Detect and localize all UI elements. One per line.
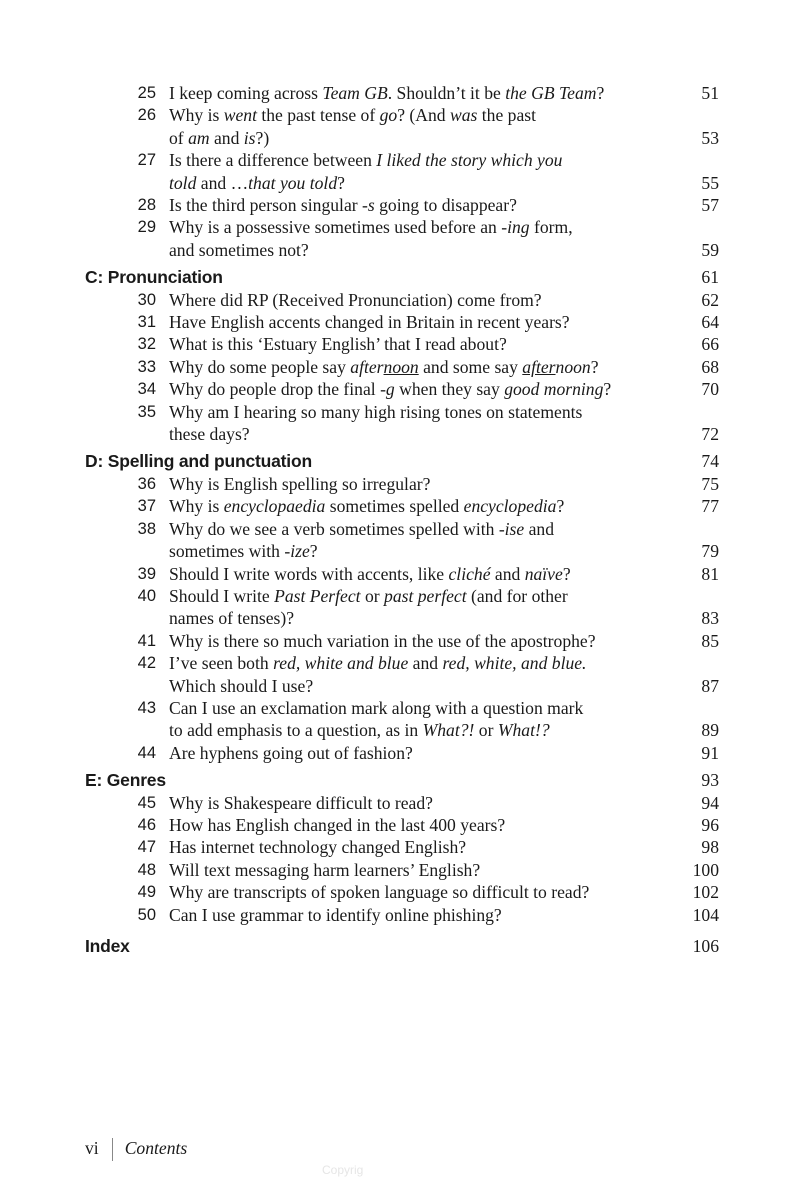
entry-page-number: 91 — [701, 742, 719, 763]
section-title: C: Pronunciation — [85, 267, 223, 288]
entry-title-segment: Are hyphens going out of fashion? — [169, 742, 413, 763]
entry-number: 36 — [137, 474, 156, 493]
folio-number: vi — [85, 1138, 99, 1158]
section-heading-index[interactable] — [85, 935, 719, 957]
entry-group-b-continued — [85, 82, 719, 261]
entry-title-segment: ? — [556, 496, 565, 517]
entry-title — [169, 495, 673, 517]
toc-entry[interactable] — [85, 495, 719, 517]
toc-entry[interactable] — [85, 401, 719, 446]
entry-title-segment: is — [243, 127, 256, 148]
entry-page-number: 64 — [701, 312, 719, 333]
entry-page-number: 75 — [701, 473, 719, 494]
entry-title — [169, 585, 673, 630]
entry-title-segment: to add emphasis to a question, as in — [169, 720, 423, 741]
entry-number: 33 — [137, 357, 156, 376]
entry-group-spelling — [85, 473, 719, 764]
toc-entry[interactable] — [85, 311, 719, 333]
entry-title-segment: encyclopaedia — [223, 496, 326, 517]
entry-title — [169, 356, 673, 378]
entry-title-segment: ? — [596, 83, 605, 103]
toc-entry[interactable] — [85, 356, 719, 378]
entry-title — [169, 652, 673, 697]
entry-title-segment: Why do some people say — [169, 356, 351, 377]
entry-title-segment: good morning — [504, 379, 604, 400]
entry-title-segment: I’ve seen both — [169, 653, 274, 674]
entry-title-segment: naïve — [524, 563, 563, 584]
entry-page-number: 98 — [701, 837, 719, 858]
entry-title-segment: or — [360, 585, 385, 606]
toc-entry[interactable] — [85, 194, 719, 216]
toc-entry[interactable] — [85, 289, 719, 311]
entry-page-number: 57 — [701, 195, 719, 216]
toc-entry[interactable] — [85, 836, 719, 858]
entry-title — [169, 289, 673, 311]
entry-title-segment: when they say — [394, 379, 505, 400]
entry-title-segment: What!? — [497, 720, 550, 741]
entry-title-segment: and — [209, 127, 244, 148]
entry-title-segment: form, — [529, 217, 573, 238]
entry-title-segment: go — [379, 105, 398, 126]
toc-entry[interactable] — [85, 792, 719, 814]
entry-title-segment: cliché — [448, 563, 491, 584]
entry-title — [169, 630, 673, 652]
entry-title-segment: and — [490, 563, 525, 584]
entry-number: 40 — [137, 586, 156, 605]
entry-page-number: 62 — [701, 289, 719, 310]
entry-number: 49 — [137, 883, 156, 902]
entry-title-segment: What is this ‘Estuary English’ that I read about? — [169, 334, 507, 355]
entry-page-number: 53 — [701, 127, 719, 148]
section-page-number: 106 — [692, 935, 719, 956]
entry-page-number: 81 — [701, 563, 719, 584]
entry-title-segment: Can I use grammar to identify online phishing? — [169, 904, 502, 925]
entry-number: 30 — [137, 290, 156, 309]
section-heading-spelling[interactable] — [85, 450, 719, 472]
toc-entry[interactable] — [85, 378, 719, 400]
toc-entry[interactable] — [85, 630, 719, 652]
entry-title — [169, 792, 673, 814]
entry-title-segment: of — [169, 127, 189, 148]
entry-title-segment: going to disappear? — [374, 195, 517, 216]
toc-entry[interactable] — [85, 333, 719, 355]
toc-entry[interactable] — [85, 104, 719, 149]
running-head: Contents — [124, 1138, 188, 1158]
footer-divider — [112, 1138, 113, 1161]
toc-entry[interactable] — [85, 473, 719, 495]
entry-title — [169, 814, 673, 836]
toc-entry[interactable] — [85, 814, 719, 836]
entry-title-segment: ? (And — [397, 105, 450, 126]
entry-title-segment: and some say — [418, 356, 523, 377]
entry-page-number: 68 — [701, 356, 719, 377]
entry-title-segment: and … — [196, 172, 249, 193]
entry-page-number: 102 — [692, 882, 719, 903]
entry-title-segment: Why is there so much variation in the use of the apostrophe? — [169, 630, 596, 651]
entry-title-segment: -s — [362, 195, 375, 216]
entry-title-segment: Why am I hearing so many high rising tones on statements — [169, 401, 583, 422]
entry-title-segment: Why are transcripts of spoken language so difficult to read? — [169, 882, 590, 903]
entry-title-segment: sometimes with — [169, 541, 285, 562]
entry-page-number: 72 — [701, 424, 719, 445]
entry-title-segment: (and for other — [466, 585, 568, 606]
entry-title-segment: that you told — [248, 172, 338, 193]
toc-entry[interactable] — [85, 881, 719, 903]
entry-title-segment: Why do we see a verb sometimes spelled with — [169, 518, 499, 539]
toc-entry[interactable] — [85, 904, 719, 926]
toc-entry[interactable] — [85, 697, 719, 742]
entry-number: 46 — [137, 815, 156, 834]
entry-title-segment: Is the third person singular — [169, 195, 363, 216]
entry-title-segment: noon — [555, 356, 591, 377]
entry-page-number: 94 — [701, 792, 719, 813]
entry-number: 34 — [137, 380, 156, 399]
entry-title-segment: or — [474, 720, 498, 741]
entry-title-segment: told — [169, 172, 197, 193]
entry-title-segment: Why is — [169, 105, 224, 126]
entry-number: 37 — [137, 497, 156, 516]
entry-title — [169, 311, 673, 333]
entry-title-segment: ? — [337, 172, 345, 193]
entry-title — [169, 333, 673, 355]
entry-group-pronunciation — [85, 289, 719, 446]
entry-number: 35 — [137, 402, 156, 421]
entry-number: 26 — [137, 106, 156, 125]
entry-title-segment: . Shouldn’t it be — [387, 83, 506, 103]
section-page-number: 93 — [701, 770, 719, 791]
entry-title-segment: Will text messaging harm learners’ English? — [169, 859, 481, 880]
toc-entry[interactable] — [85, 82, 719, 104]
entry-title-segment: Is there a difference between — [169, 150, 377, 171]
toc-entry[interactable] — [85, 216, 719, 261]
entry-title-segment: after — [522, 356, 556, 377]
entry-title-segment: Why do people drop the final — [169, 379, 381, 400]
entry-page-number: 51 — [701, 83, 719, 103]
entry-title-segment: the past tense of — [256, 105, 380, 126]
entry-title — [169, 378, 673, 400]
entry-number: 25 — [137, 84, 156, 102]
entry-title-segment: Why is English spelling so irregular? — [169, 473, 431, 494]
entry-page-number: 77 — [701, 496, 719, 517]
entry-title-segment: and sometimes not? — [169, 239, 309, 260]
entry-title-segment: Past Perfect — [274, 585, 361, 606]
entry-page-number: 85 — [701, 630, 719, 651]
entry-number: 50 — [137, 905, 156, 924]
entry-page-number: 70 — [701, 379, 719, 400]
entry-title-segment: am — [188, 127, 210, 148]
entry-title — [169, 881, 673, 903]
entry-title — [169, 82, 673, 104]
entry-page-number: 83 — [701, 608, 719, 629]
section-title: Index — [85, 935, 130, 956]
entry-number: 29 — [137, 218, 156, 237]
toc-entry[interactable] — [85, 652, 719, 697]
entry-title-segment: red, white and blue — [273, 653, 409, 674]
entry-title-segment: ? — [309, 541, 318, 562]
entry-title-segment: ?) — [255, 127, 270, 148]
entry-title-segment: How has English changed in the last 400 years? — [169, 814, 506, 835]
entry-title — [169, 149, 673, 194]
entry-title-segment: was — [449, 105, 478, 126]
section-title: D: Spelling and punctuation — [85, 451, 312, 472]
entry-number: 47 — [137, 838, 156, 857]
entry-title — [169, 836, 673, 858]
entry-title-segment: Should I write words with accents, like — [169, 563, 449, 584]
toc-entry[interactable] — [85, 859, 719, 881]
section-title: E: Genres — [85, 770, 166, 791]
entry-number: 39 — [137, 564, 156, 583]
section-heading-genres[interactable] — [85, 769, 719, 791]
entry-page-number: 66 — [701, 334, 719, 355]
entry-number: 38 — [137, 519, 156, 538]
entry-title — [169, 473, 673, 495]
entry-title-segment: and — [408, 653, 443, 674]
entry-title-segment: Why is a possessive sometimes used before an — [169, 217, 502, 238]
entry-page-number: 89 — [701, 720, 719, 741]
entry-title-segment: -ize — [284, 541, 310, 562]
entry-title-segment: past perfect — [384, 585, 467, 606]
entry-title-segment: these days? — [169, 424, 250, 445]
entry-title-segment: -ise — [498, 518, 525, 539]
entry-group-genres — [85, 792, 719, 926]
entry-number: 43 — [137, 698, 156, 717]
entry-title-segment: sometimes spelled — [325, 496, 464, 517]
entry-page-number: 59 — [701, 239, 719, 260]
entry-title — [169, 401, 673, 446]
entry-page-number: 104 — [692, 904, 719, 925]
entry-title — [169, 697, 673, 742]
entry-title-segment: Should I write — [169, 585, 275, 606]
entry-title-segment: Have English accents changed in Britain in recent years? — [169, 312, 570, 333]
entry-title-segment: What?! — [422, 720, 475, 741]
section-heading-pronunciation[interactable] — [85, 266, 719, 288]
entry-title-segment: ? — [603, 379, 612, 400]
entry-number: 32 — [137, 335, 156, 354]
entry-title — [169, 194, 673, 216]
toc-entry[interactable] — [85, 742, 719, 764]
watermark-text: Copyrig — [322, 1163, 364, 1177]
entry-title-segment: -ing — [501, 217, 530, 238]
section-page-number: 61 — [701, 267, 719, 288]
entry-title-segment: Can I use an exclamation mark along with a question mark — [169, 697, 584, 718]
table-of-contents — [85, 82, 719, 957]
entry-title — [169, 859, 673, 881]
entry-title — [169, 216, 673, 261]
entry-title-segment: ? — [590, 356, 599, 377]
entry-page-number: 79 — [701, 541, 719, 562]
entry-title — [169, 742, 673, 764]
entry-title-segment: I liked the story which you — [376, 150, 563, 171]
entry-title-segment: Has internet technology changed English? — [169, 837, 467, 858]
page-footer — [85, 1136, 187, 1161]
entry-title-segment: ? — [562, 563, 571, 584]
entry-title-segment: Where did RP (Received Pronunciation) come from? — [169, 289, 542, 310]
section-page-number: 74 — [701, 451, 719, 472]
entry-title-segment: the GB Team — [505, 83, 597, 103]
entry-title-segment: red, white, and blue. — [442, 653, 587, 674]
entry-number: 41 — [137, 631, 156, 650]
entry-page-number: 87 — [701, 675, 719, 696]
toc-entry[interactable] — [85, 563, 719, 585]
entry-title — [169, 563, 673, 585]
entry-title — [169, 518, 673, 563]
entry-number: 42 — [137, 654, 156, 673]
entry-title-segment: noon — [383, 356, 419, 377]
entry-title-segment: I keep coming across — [169, 83, 323, 103]
toc-entry[interactable] — [85, 149, 719, 194]
entry-title-segment: after — [350, 356, 384, 377]
entry-title — [169, 904, 673, 926]
entry-title-segment: Why is Shakespeare difficult to read? — [169, 792, 433, 813]
entry-title-segment: encyclopedia — [463, 496, 557, 517]
entry-title-segment: went — [223, 105, 257, 126]
toc-entry[interactable] — [85, 585, 719, 630]
entry-number: 28 — [137, 196, 156, 215]
entry-title-segment: names of tenses)? — [169, 608, 295, 629]
entry-page-number: 96 — [701, 814, 719, 835]
entry-title-segment: Team GB — [322, 83, 388, 103]
entry-number: 31 — [137, 313, 156, 332]
entry-title-segment: -g — [380, 379, 395, 400]
entry-title-segment: the past — [477, 105, 536, 126]
entry-page-number: 55 — [701, 172, 719, 193]
entry-number: 48 — [137, 860, 156, 879]
entry-number: 27 — [137, 151, 156, 170]
entry-page-number: 100 — [692, 859, 719, 880]
entry-title-segment: and — [524, 518, 555, 539]
entry-title-segment: Why is — [169, 496, 224, 517]
entry-title-segment: Which should I use? — [169, 675, 314, 696]
entry-title — [169, 104, 673, 149]
entry-number: 44 — [137, 743, 156, 762]
entry-number: 45 — [137, 793, 156, 812]
toc-entry[interactable] — [85, 518, 719, 563]
